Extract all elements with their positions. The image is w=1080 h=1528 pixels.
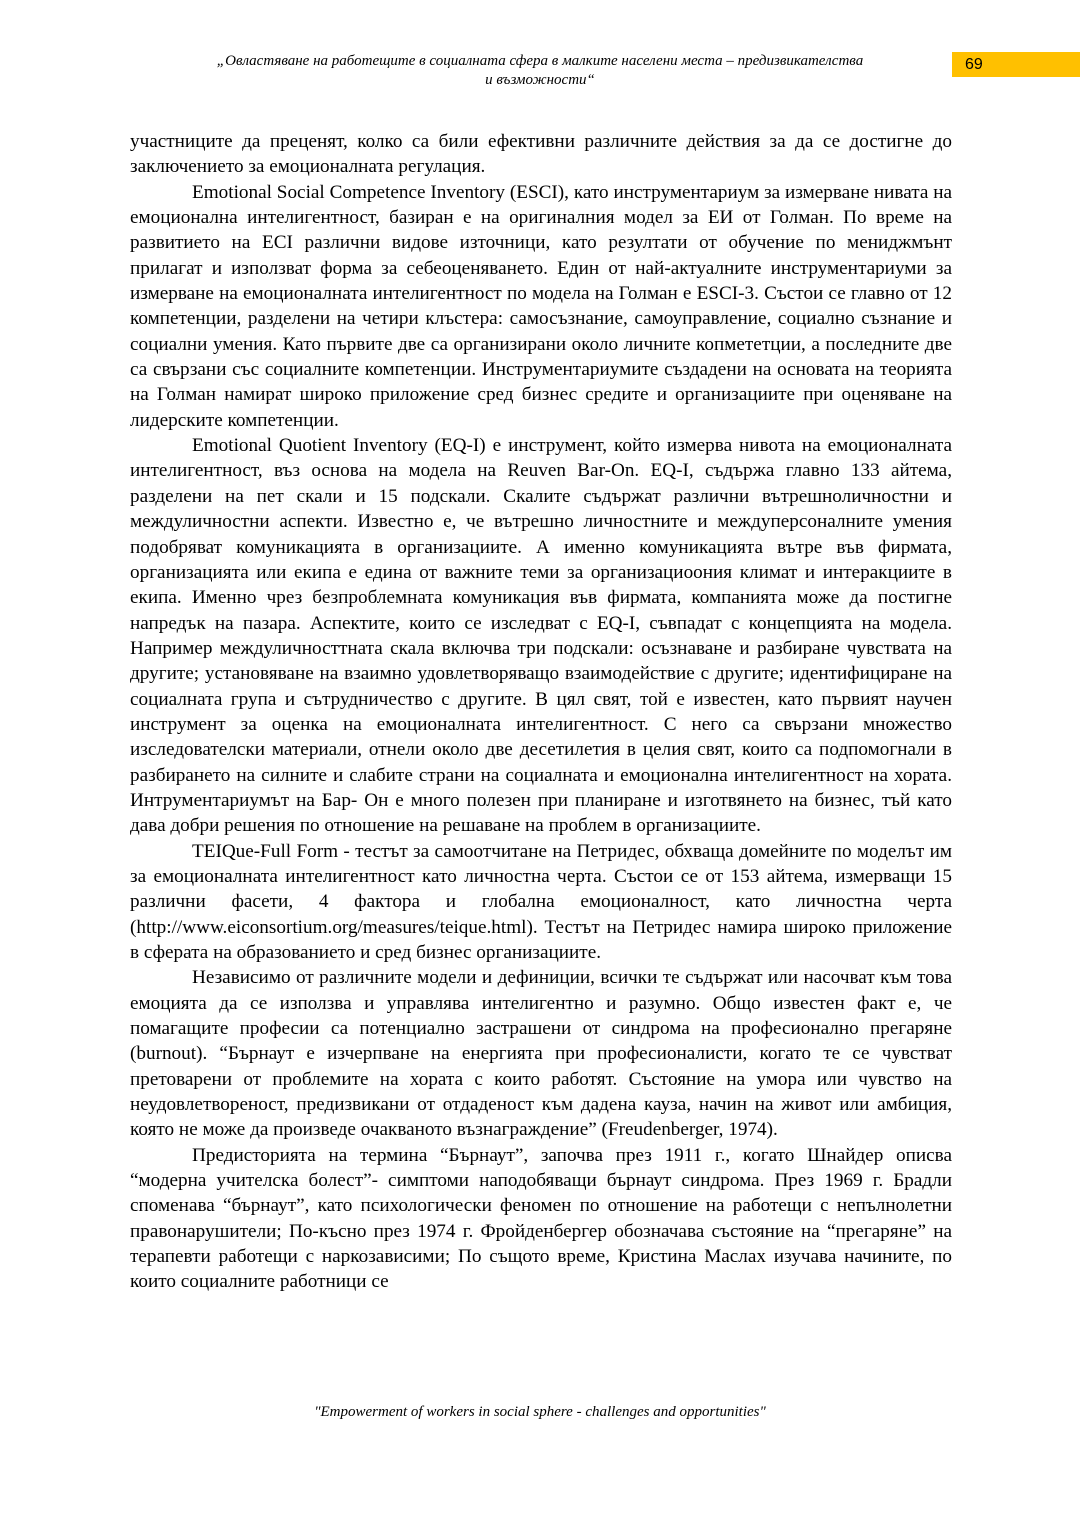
header-title-line-1: „Овластяване на работещите в социалната сфера в малките населени места – предизвикателства: [216, 53, 864, 69]
paragraph-burnout-history: Предисторията на термина “Бърнаут”, започва през 1911 г., когато Шнайдер описва “модерна учителска болест”- симптоми наподобяващи бърнаут синдрома. През 1969 г. Брадли споменава “бърнаут”, като психологически феномен по отношение на работещи с непълнолетни правонарушители; По-късно през 1974 г. Фройденбергер обозначава състояние на “прегаряне” на терапевти работещи с наркозависими; По същото време, Кристина Маслах изучава начините, по които социалните работници се: [130, 1144, 952, 1293]
paragraph-eq-i: Emotional Quotient Inventory (EQ-I) е инструмент, който измерва нивота на емоционалната интелигентност, въз основа на модела на Reuven Bar-On. EQ-I, съдържа главно 133 айтема, разделени на пет скали и 15 подскали. Скалите съдържат различни вътрешноличностни и междуличностни аспекти. Известно е, че вътрешно личностните и междуперсоналните умения подобряват комуникацията в организациите. А именно комуникацията вътре във фирмата, организацията или екипа е едина от важните теми за организациоония климат и интеракциите в екипа. Именно чрез безпроблемната комуникация във фирмата, компанията може да постигне напредък на пазара. Аспектите, които се изследват с EQ-I, съвпадат с концепцията на модела. Например междуличносттната скала включва три подскали: осъзнаване и разбиране чувствата на другите; установяване на взаимно удовлетворяващо взаимодействие с другите; идентифициране на социалната група и сътрудничество с другите. В цял свят, той е известен, като първият научен инструмент за оценка на емоционалната интелигентност. С него са свързани множество изследователски материали, отнели около две десетилетия в целия свят, които са подпомогнали в разбирането на силните и слабите страни на социалната и емоционална интелигентност на хората. Интрументариумът на Бар- Он е много полезен при планиране и изготвянето на бизнес, тъй като дава добри решения по отношение на решаване на проблем в организациите.: [130, 435, 952, 837]
main-text: [130, 129, 952, 1295]
paragraph-teique: TEIQue-Full Form - тестът за самоотчитане на Петридес, обхваща домейните по моделът им за емоционалната интелигентност като личностна черта. Състои се от 153 айтема, измерващи 15 различни фасети, 4 фактора и глобална емоционалност, като личностна черта (http://www.eiconsortium.org/measures/teique.html). Тестът на Петридес намира широко приложение в сферата на образованието и сред бизнес организациите.: [130, 840, 952, 963]
paragraph-burnout: Независимо от различните модели и дефиниции, всички те съдържат или насочват към това емоцията да се използва и управлява интелигентно и разумно. Общо известен факт е, че помагащите професии са потенциално застрашени от синдрома на професионално прегаряне (burnout). “Бърнаут е изчерпване на енергията при професионалисти, когато те се чувстват претоварени от проблемите на хората с които работят. Състояние на умора или чувство на неудовлетвореност, предизвикани от отдаденост към дадена кауза, начин на живот или амбиция, която не може да произведе очакваното възнаграждение” (Freudenberger, 1974).: [130, 967, 952, 1141]
header-title-line-2: и възможности“: [485, 72, 595, 88]
running-footer: "Empowerment of workers in social sphere - challenges and opportunities": [314, 1404, 766, 1420]
running-header: [130, 52, 950, 90]
paragraph-continuation: участниците да преценят, колко са били ефективни различните действия за да се достигне до заключението за емоционалната регулация.: [130, 131, 952, 178]
page-number-badge: 69: [952, 52, 1080, 77]
paragraph-esci: Emotional Social Competence Inventory (ESCI), като инструментариум за измерване нивата на емоционална интелигентност, базиран е на оригиналния модел за ЕИ от Голман. По време на развитието на ECI различни видове източници, като резултати от обучение по мениджмънт прилагат и използват форма за себеоценяването. Един от най-актуалните инструментариуми за измерване на емоционалната интелигентност по модела на Голман е ESCI-3. Състои се главно от 12 компетенции, разделени на четири клъстера: самосъзнание, самоуправление, социално съзнание и социални умения. Като първите две са организирани около личните копмететции, а последните две са свързани със социалните компетенции. Инструментариумите създадени на основата на теорията на Голман намират широко приложение сред бизнес средите и организациите при оценяване на лидерските компетенции.: [130, 181, 952, 431]
